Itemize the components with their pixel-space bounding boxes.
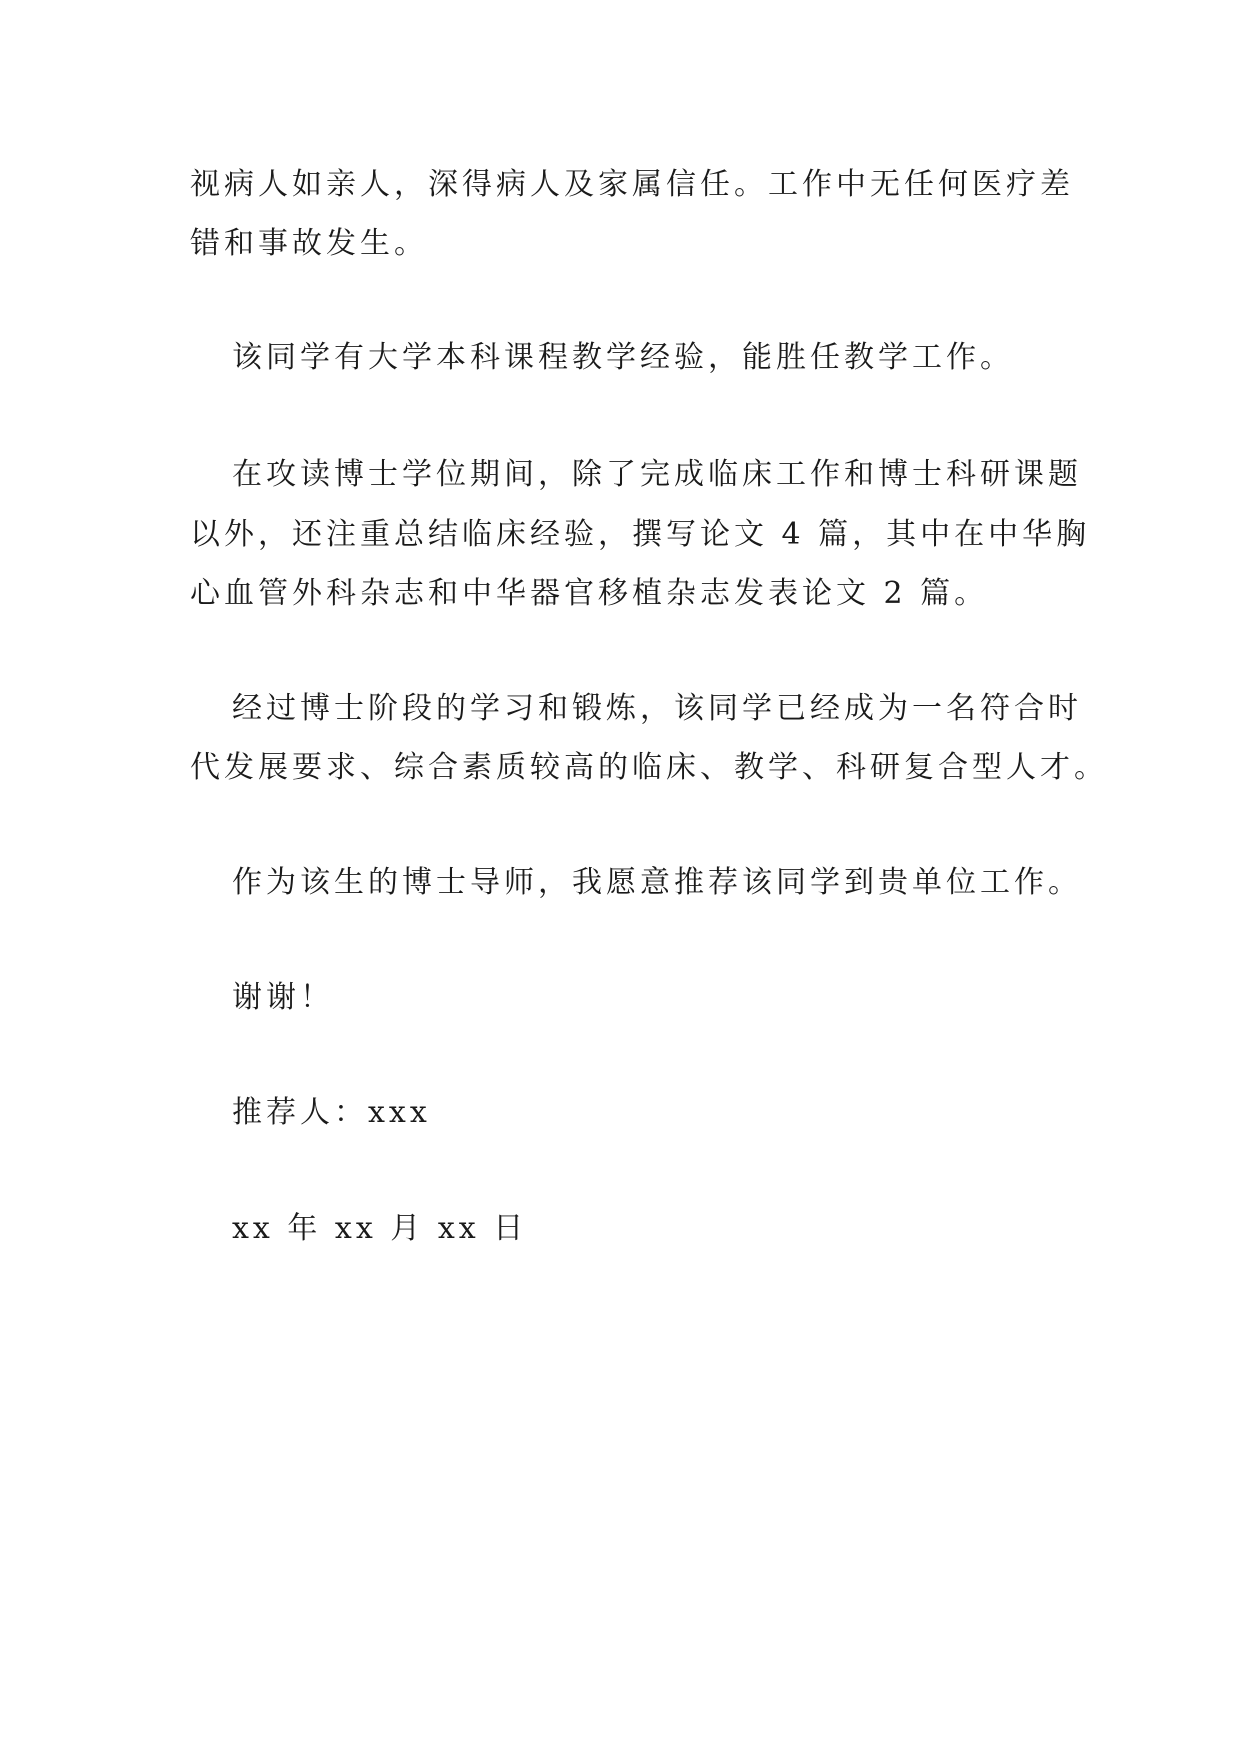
- paragraph-3-line-1: 在攻读博士学位期间，除了完成临床工作和博士科研课题: [232, 457, 1082, 492]
- paragraph-4-line-2: 代发展要求、综合素质较高的临床、教学、科研复合型人才。: [190, 750, 1108, 785]
- closing-thanks: 谢谢！: [232, 980, 334, 1015]
- paragraph-3-line-3: 心血管外科杂志和中华器官移植杂志发表论文 2 篇。: [190, 576, 989, 611]
- signature-date: xx 年 xx 月 xx 日: [232, 1211, 528, 1246]
- paragraph-5: 作为该生的博士导师，我愿意推荐该同学到贵单位工作。: [232, 865, 1082, 900]
- paragraph-1-line-1: 视病人如亲人，深得病人及家属信任。工作中无任何医疗差: [190, 167, 1074, 202]
- paragraph-3-line-2: 以外，还注重总结临床经验，撰写论文 4 篇，其中在中华胸: [190, 517, 1091, 552]
- paragraph-1-line-2: 错和事故发生。: [190, 226, 428, 261]
- recommender-signature: 推荐人：xxx: [232, 1095, 431, 1130]
- paragraph-4-line-1: 经过博士阶段的学习和锻炼，该同学已经成为一名符合时: [232, 691, 1082, 726]
- paragraph-2: 该同学有大学本科课程教学经验，能胜任教学工作。: [232, 340, 1014, 375]
